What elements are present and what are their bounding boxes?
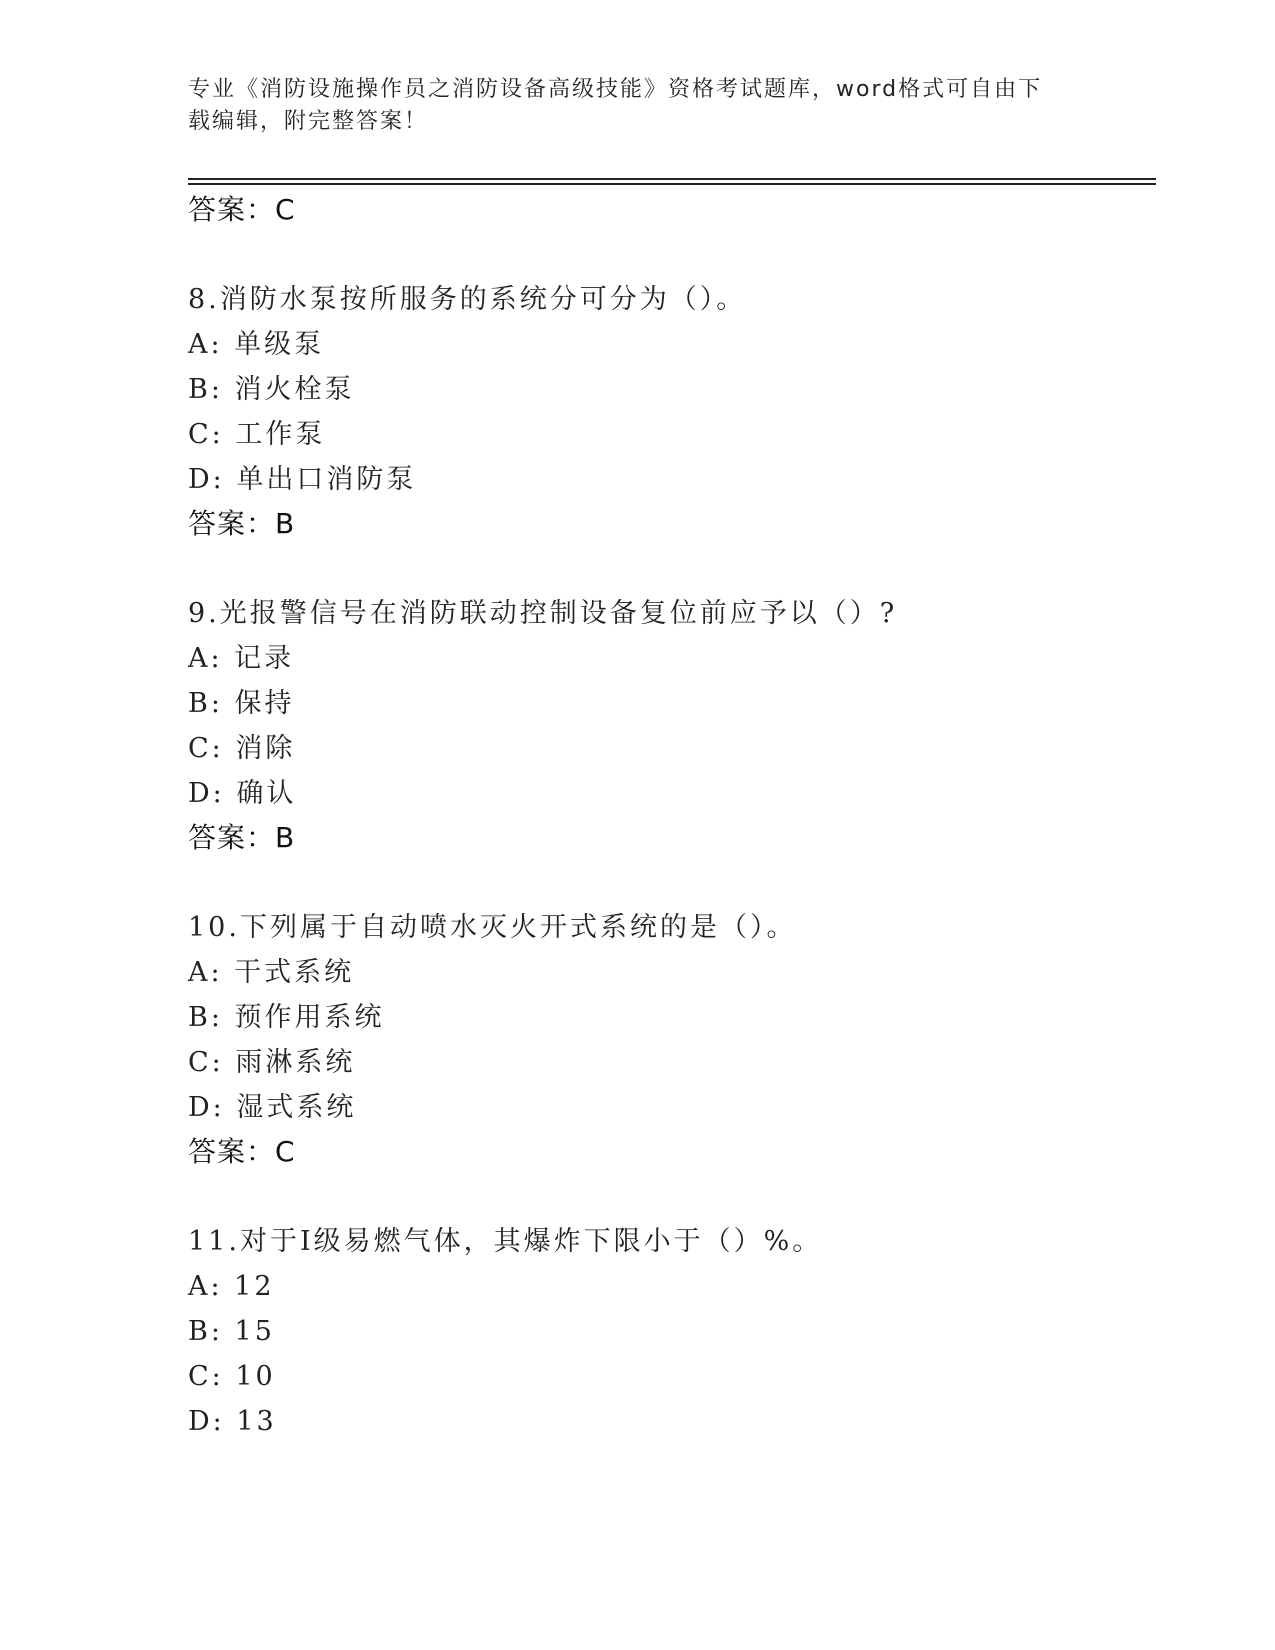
question-9: 9.光报警信号在消防联动控制设备复位前应予以（）?: [188, 598, 898, 629]
question-10-option-a: A: 干式系统: [188, 957, 355, 988]
question-8-option-b: B: 消火栓泵: [188, 374, 355, 405]
header-line-1: 专业《消防设施操作员之消防设备高级技能》资格考试题库，word格式可自由下: [188, 77, 1043, 102]
question-8-answer: 答案：B: [188, 507, 296, 540]
question-8-option-d: D: 单出口消防泵: [188, 464, 417, 495]
question-10-option-d: D: 湿式系统: [188, 1092, 357, 1123]
header-line-2: 载编辑，附完整答案！: [188, 109, 429, 134]
question-10: 10.下列属于自动喷水灭火开式系统的是（）。: [188, 912, 797, 943]
question-9-answer: 答案：B: [188, 821, 296, 854]
question-8: 8.消防水泵按所服务的系统分可分为（）。: [188, 284, 747, 315]
answer-previous: 答案：C: [188, 193, 296, 226]
question-10-answer: 答案：C: [188, 1135, 296, 1168]
question-9-option-a: A: 记录: [188, 643, 295, 674]
question-10-option-b: B: 预作用系统: [188, 1002, 385, 1033]
question-8-option-a: A: 单级泵: [188, 329, 325, 360]
header-divider-top: [188, 178, 1156, 180]
question-9-option-c: C: 消除: [188, 733, 296, 764]
question-11-option-c: C: 10: [188, 1361, 276, 1392]
question-10-option-c: C: 雨淋系统: [188, 1047, 356, 1078]
question-11-option-d: D: 13: [188, 1406, 277, 1437]
question-11-option-b: B: 15: [188, 1316, 275, 1347]
question-9-option-d: D: 确认: [188, 778, 297, 809]
question-8-option-c: C: 工作泵: [188, 419, 326, 450]
question-9-option-b: B: 保持: [188, 688, 295, 719]
document-header: [188, 74, 1088, 138]
header-divider-bottom: [188, 183, 1156, 185]
question-11-option-a: A: 12: [188, 1271, 275, 1302]
question-11: 11.对于Ⅰ级易燃气体，其爆炸下限小于（）%。: [188, 1226, 823, 1257]
